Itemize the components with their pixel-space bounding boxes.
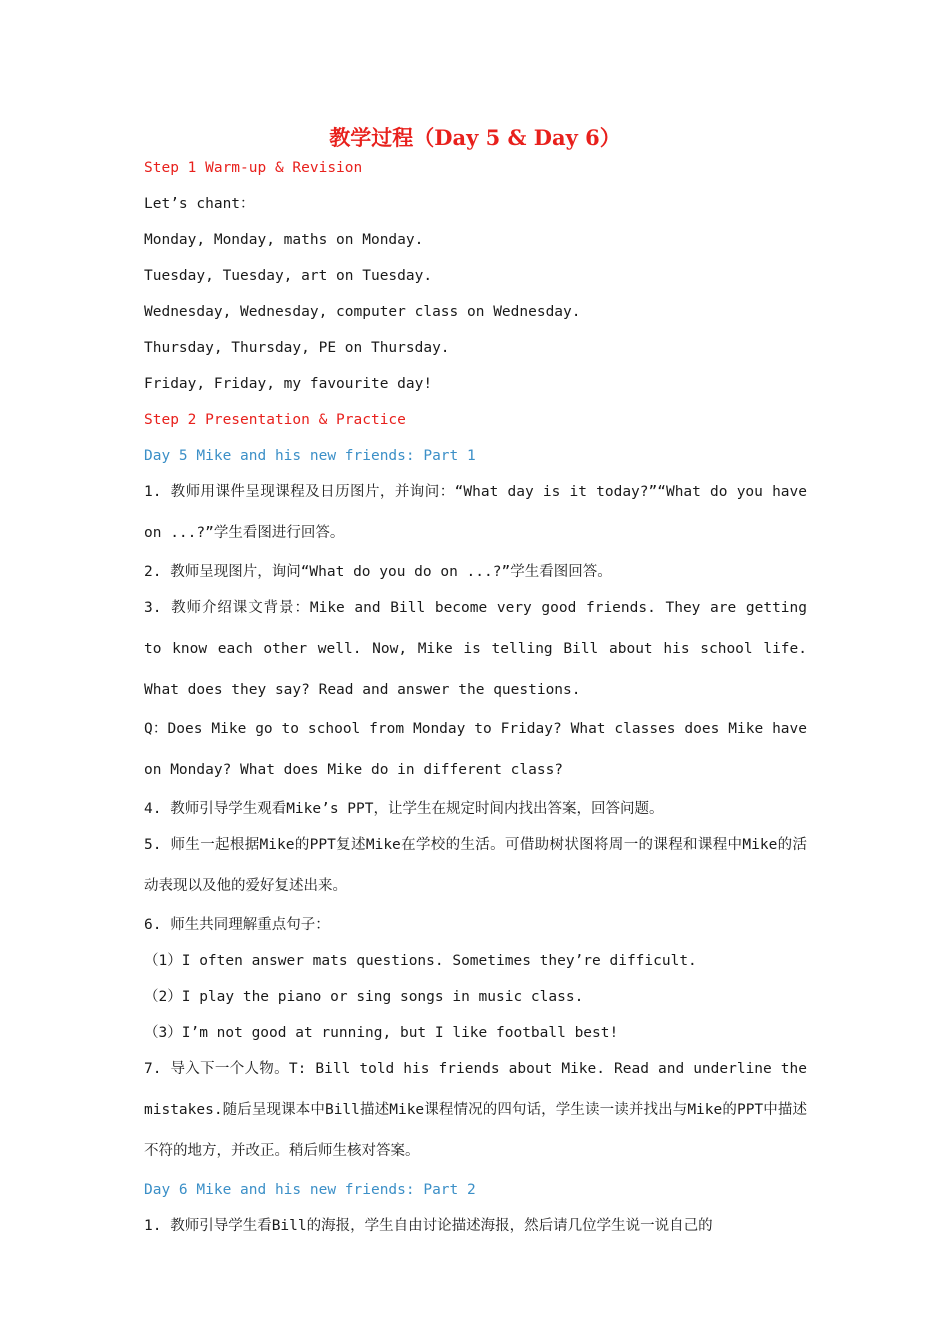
page-title: 教学过程（Day 5 & Day 6） (329, 125, 621, 150)
day5-item-7: 7. 导入下一个人物。T: Bill told his friends about Mike. Read and underline the mistakes.随后呈现课本中Bill描述Mike课程情况的四句话，学生读一读并找出与Mike的PPT中描述不符的地方，并改正。稍后师生核对答案。 (144, 1061, 807, 1159)
day5-item-6: 6. 师生共同理解重点句子： (144, 917, 330, 933)
chant-intro: Let’s chant： (144, 196, 255, 212)
chant-line: Tuesday, Tuesday, art on Tuesday. (144, 268, 433, 284)
key-sentence-1: （1）I often answer mats questions. Sometimes they’re difficult. (144, 953, 697, 969)
step1-heading: Step 1 Warm-up & Revision (144, 160, 363, 176)
day5-heading: Day 5 Mike and his new friends: Part 1 (144, 448, 476, 464)
day6-item-1: 1. 教师引导学生看Bill的海报，学生自由讨论描述海报，然后请几位学生说一说自己的 (144, 1218, 713, 1234)
day5-item-4: 4. 教师引导学生观看Mike’s PPT，让学生在规定时间内找出答案，回答问题。 (144, 801, 664, 817)
key-sentence-2: （2）I play the piano or sing songs in music class. (144, 989, 584, 1005)
chant-line: Thursday, Thursday, PE on Thursday. (144, 340, 450, 356)
day5-item-5: 5. 师生一起根据Mike的PPT复述Mike在学校的生活。可借助树状图将周一的课程和课程中Mike的活动表现以及他的爱好复述出来。 (144, 837, 807, 894)
day5-item-1: 1. 教师用课件呈现课程及日历图片，并询问：“What day is it today?”“What do you have on ...?”学生看图进行回答。 (144, 484, 807, 541)
day6-heading: Day 6 Mike and his new friends: Part 2 (144, 1182, 476, 1198)
day5-item-3: 3. 教师介绍课文背景：Mike and Bill become very good friends. They are getting to know each other well. Now, Mike is telling Bill about his school life. What does they say? Read and answer the questions. (144, 600, 807, 698)
day5-item-2: 2. 教师呈现图片，询问“What do you do on ...?”学生看图回答。 (144, 564, 612, 580)
document-body (144, 150, 807, 1244)
step2-heading: Step 2 Presentation & Practice (144, 412, 406, 428)
chant-line: Monday, Monday, maths on Monday. (144, 232, 424, 248)
chant-line: Wednesday, Wednesday, computer class on Wednesday. (144, 304, 581, 320)
key-sentence-3: （3）I’m not good at running, but I like football best! (144, 1025, 619, 1041)
chant-line: Friday, Friday, my favourite day! (144, 376, 433, 392)
day5-questions: Q：Does Mike go to school from Monday to Friday? What classes does Mike have on Monday? What does Mike do in different class? (144, 721, 807, 778)
